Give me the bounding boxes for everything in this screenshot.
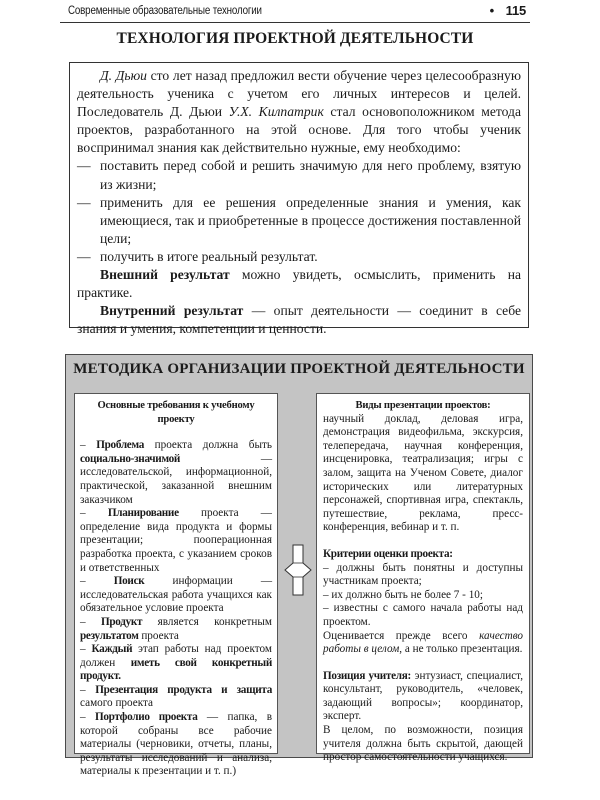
author-dewey: Д. Дьюи: [100, 68, 147, 83]
running-head-title: Современные образовательные технологии: [68, 5, 262, 17]
requirement-item: – Поиск информации — исследовательская работа учащихся как обязательное условие проекта: [80, 575, 273, 615]
separator-dot: •: [489, 3, 494, 18]
list-item: — получить в итоге реальный результат.: [77, 248, 318, 264]
evaluation-text: Оценивается прежде всего качество работы в целом, а не только презентация.: [323, 629, 523, 656]
list-item: — поставить перед собой и решить значимую для него проблему, взятую из жизни;: [77, 158, 521, 192]
requirement-item: – Продукт является конкретным результатом проекта: [80, 615, 272, 642]
page-number: 115: [505, 3, 526, 18]
criteria-item: – должны быть понятны и доступны участникам проекта;: [323, 561, 523, 588]
author-kilpatrick: У.Х. Килпатрик: [228, 104, 324, 120]
list-item: — применить для ее решения определенные знания и умения, как имеющиеся, так и приобретенные в процессе достижения поставленной цели;: [77, 194, 521, 246]
presentation-box: [316, 393, 530, 764]
criteria-item: – их должно быть не более 7 - 10;: [323, 588, 484, 601]
external-result-paragraph: Внешний результат можно увидеть, осмыслить, применить на практике.: [77, 267, 522, 301]
method-panel-title: МЕТОДИКА ОРГАНИЗАЦИИ ПРОЕКТНОЙ ДЕЯТЕЛЬНОСТИ: [73, 361, 525, 377]
requirement-item: – Портфолио проекта — папка, в которой собраны все рабочие материалы (черновики, отчеты, планы, результаты исследований и анализа, материалы к презентации и т. п.): [80, 711, 272, 778]
internal-result-paragraph: Внутренний результат — опыт деятельности — соединит в себе знания и умения, компетенции и ценности.: [77, 303, 521, 337]
double-arrow-left-right-icon: [283, 543, 313, 597]
criteria-heading: Критерии оценки проекта:: [323, 547, 453, 560]
intro-box: [69, 62, 529, 337]
criteria-item: – известны с самого начала работы над проектом.: [323, 602, 523, 628]
method-panel: [65, 354, 533, 778]
requirement-item: – Каждый этап работы над проектом должен иметь свой конкретный продукт.: [80, 643, 272, 683]
presentation-heading: Виды презентации проектов:: [355, 400, 491, 411]
requirements-heading: Основные требования к учебному проекту: [97, 400, 255, 425]
intro-paragraph: Д. Дьюи сто лет назад предложил вести обучение через целесообразную деятельность ученика с учетом его личных интересов и целей. Последователь Д. Дьюи У.Х. Килпатрик стал основоположником метода проектов, разработанного на этой основе. Для того чтобы ученик воспринимал знания как действительно нужные, ему необходимо:: [77, 68, 522, 156]
presentation-text: научный доклад, деловая игра, демонстрация видеофильма, экскурсия, телепередача, научная конференция, инсценировка, театрализация; игры с залом, защита на Ученом Совете, диалог исторических или литературных персонажей, спортивная игра, спектакль, путешествие, реклама, пресс-конференция, вебинар и т. п.: [323, 412, 523, 534]
requirements-box: [74, 393, 278, 778]
teacher-position: Позиция учителя: энтузиаст, специалист, консультант, руководитель, «человек, задающий вопросы»; координатор, эксперт.: [323, 669, 523, 723]
page-title: ТЕХНОЛОГИЯ ПРОЕКТНОЙ ДЕЯТЕЛЬНОСТИ: [116, 30, 474, 47]
requirement-item: – Проблема проекта должна быть социально-значимой — исследовательской, информационной, практической, заказанной внешним заказчиком: [80, 439, 272, 506]
requirement-item: – Планирование проекта — определение вида продукта и формы презентации; пооперационная разработка проекта, с указанием сроков и ответственных: [80, 507, 272, 574]
requirement-item: – Презентация продукта и защита самого проекта: [80, 683, 272, 710]
closing-text: В целом, по возможности, позиция учителя должна быть скрытой, дающей простор самостоятельности учащихся.: [323, 724, 523, 764]
running-head: [60, 2, 530, 23]
